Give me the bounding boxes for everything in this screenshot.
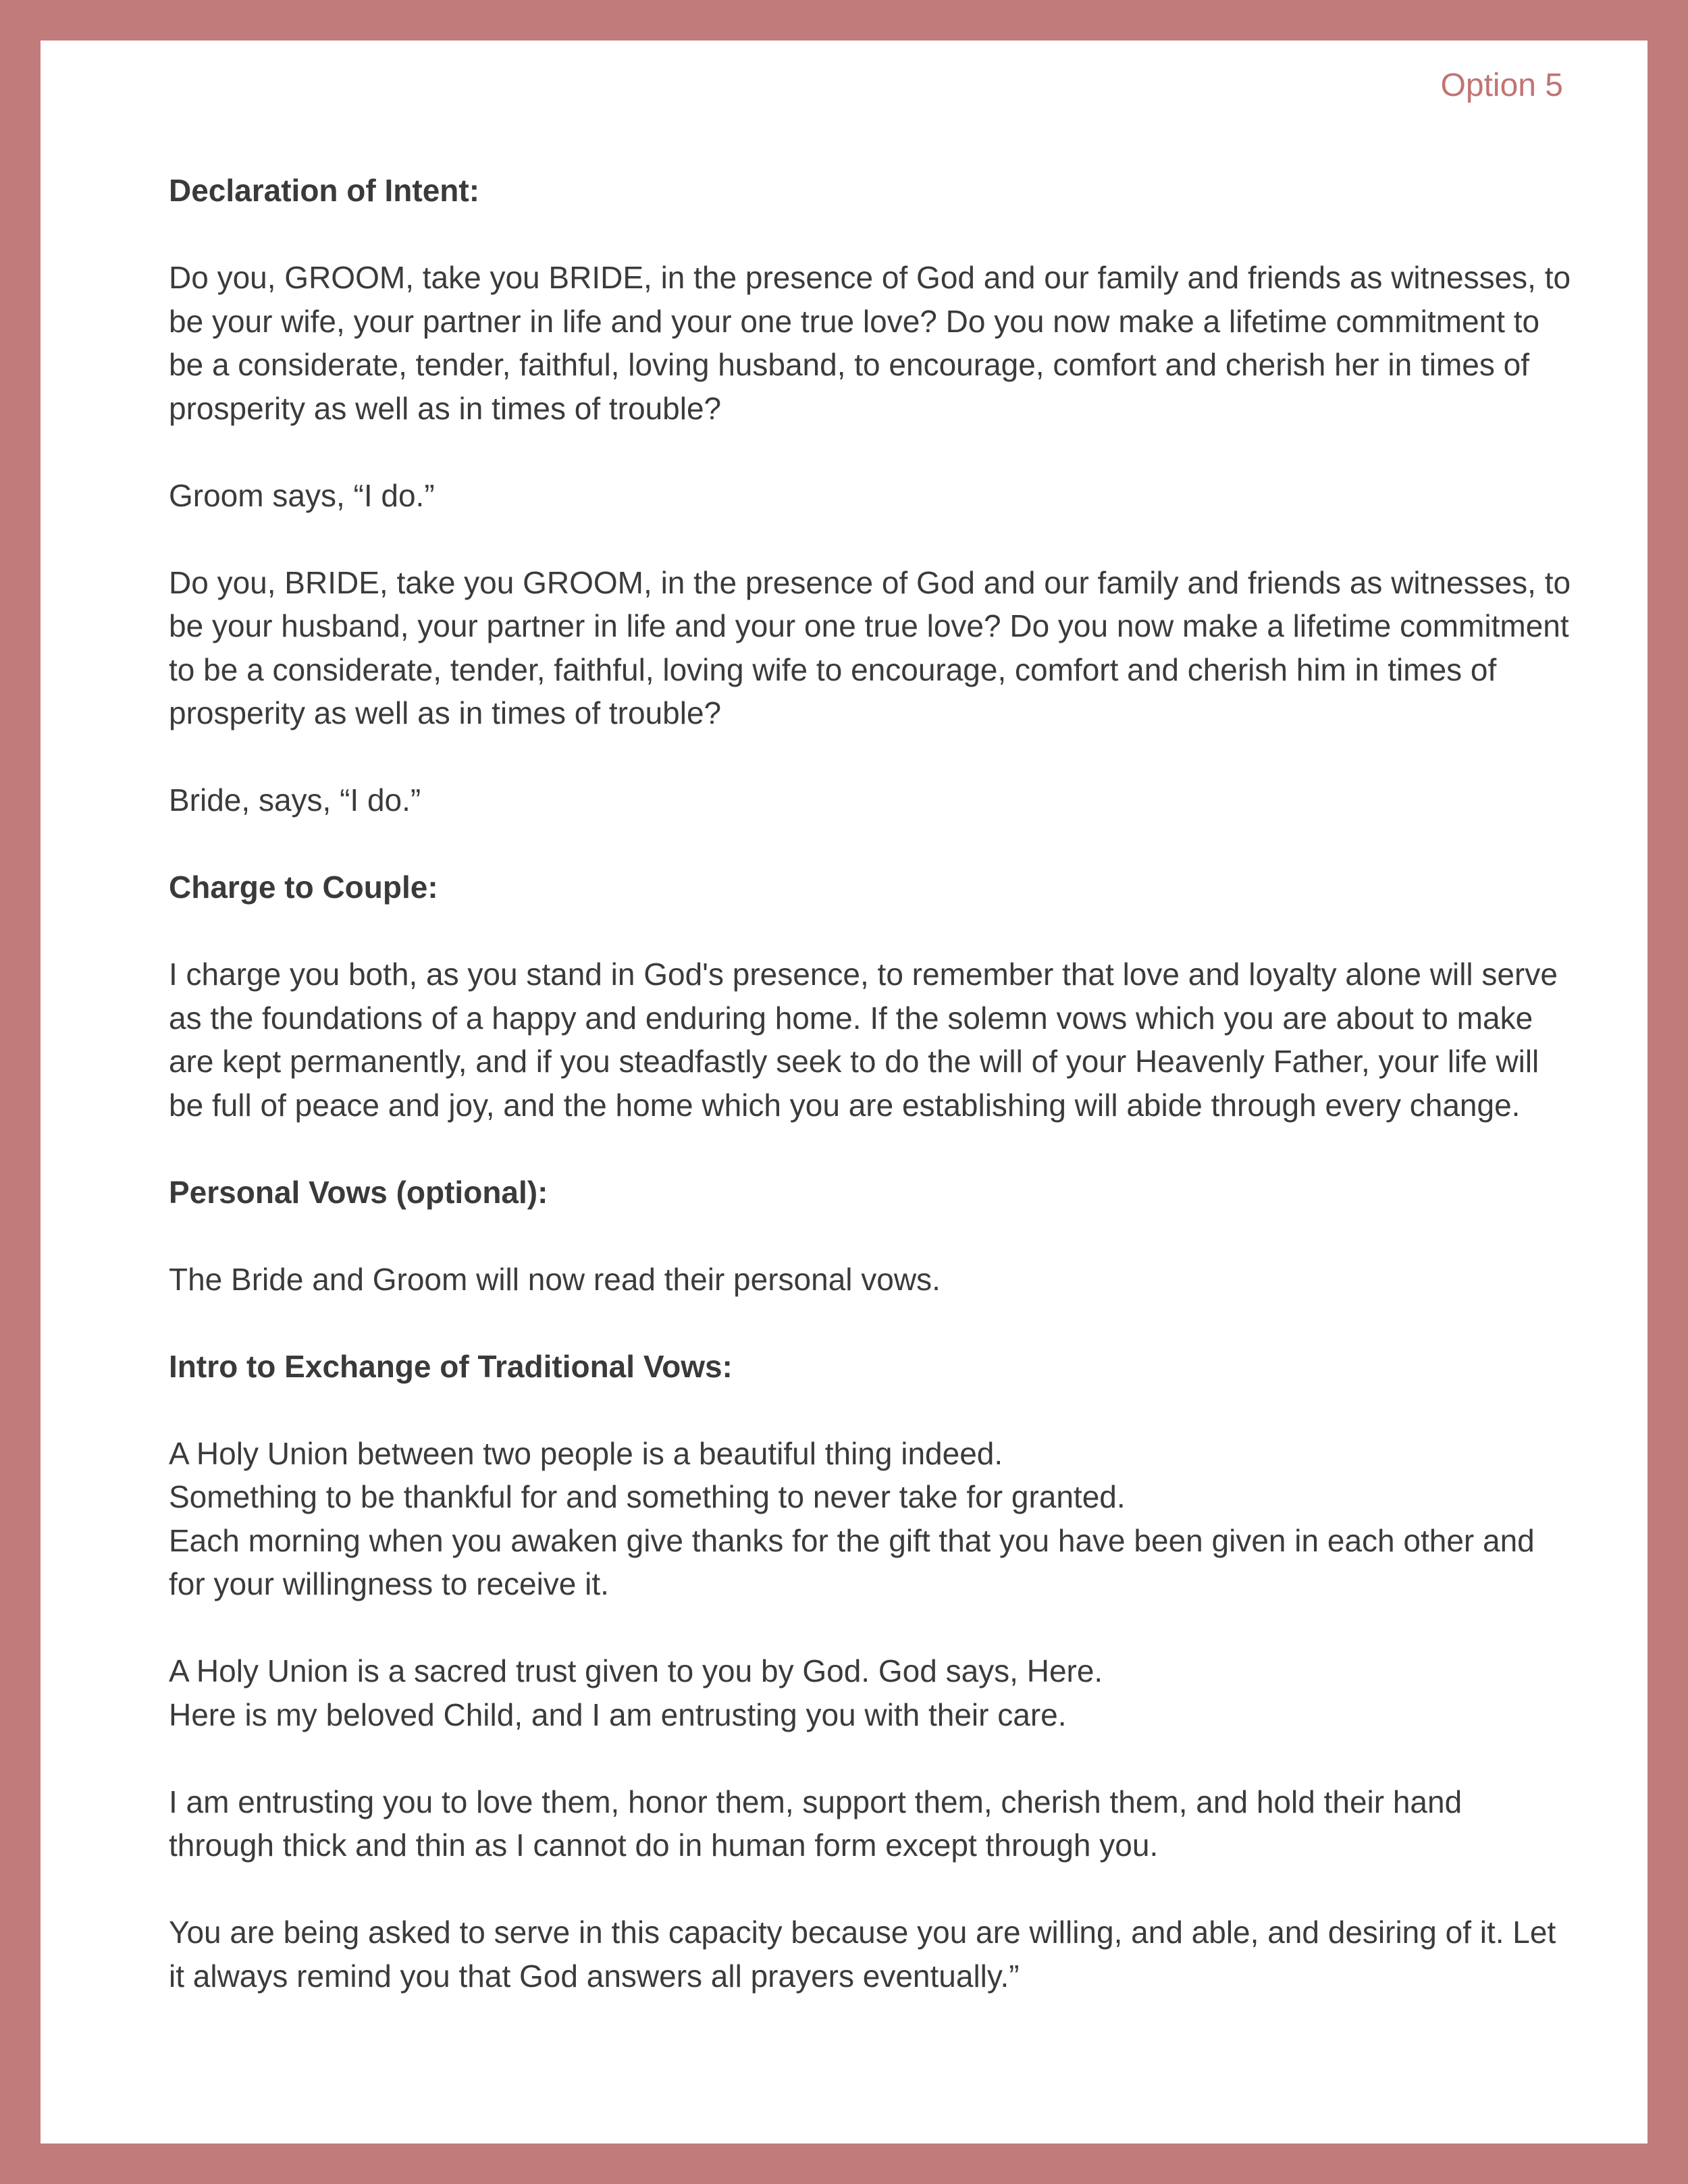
document-page	[41, 41, 1647, 2143]
sacred-trust-line: A Holy Union is a sacred trust given to you by God. God says, Here.	[169, 1653, 1103, 1688]
bride-response: Bride, says, “I do.”	[169, 782, 421, 818]
personal-vows-heading: Personal Vows (optional):	[169, 1174, 548, 1210]
entrusting-paragraph: I am entrusting you to love them, honor them, support them, cherish them, and hold their hand through thick and thin as I cannot do in human form except through you.	[169, 1784, 1462, 1863]
charge-text: I charge you both, as you stand in God's presence, to remember that love and loyalty alone will serve as the foundations of a happy and enduring home. If the solemn vows which you are about to make are kept permanently, and if you steadfastly seek to do the will of your Heavenly Father, your life will be full of peace and joy, and the home which you are establishing will abide through every change.	[169, 957, 1558, 1123]
closing-paragraph: You are being asked to serve in this capacity because you are willing, and able, and desiring of it. Let it always remind you that God answers all prayers eventually.”	[169, 1915, 1556, 1994]
bride-question: Do you, BRIDE, take you GROOM, in the presence of God and our family and friends as witnesses, to be your husband, your partner in life and your one true love? Do you now make a lifetime commitment to be a considerate, tender, faithful, loving wife to encourage, comfort and cherish him in times of prosperity as well as in times of trouble?	[169, 564, 1571, 730]
groom-response: Groom says, “I do.”	[169, 477, 435, 513]
charge-heading: Charge to Couple:	[169, 870, 438, 905]
sacred-trust-line: Here is my beloved Child, and I am entrusting you with their care.	[169, 1697, 1067, 1732]
intro-line: Each morning when you awaken give thanks for the gift that you have been given in each other and for your willingness to receive it.	[169, 1522, 1535, 1601]
option-label: Option 5	[1440, 68, 1563, 103]
personal-vows-text: The Bride and Groom will now read their personal vows.	[169, 1261, 941, 1297]
intro-line: Something to be thankful for and something to never take for granted.	[169, 1479, 1126, 1514]
declaration-heading: Declaration of Intent:	[169, 173, 480, 208]
groom-question: Do you, GROOM, take you BRIDE, in the presence of God and our family and friends as witnesses, to be your wife, your partner in life and your one true love? Do you now make a lifetime commitment to be a considerate, tender, faithful, loving husband, to encourage, comfort and cherish her in times of prosperity as well as in times of trouble?	[169, 260, 1571, 426]
intro-traditional-heading: Intro to Exchange of Traditional Vows:	[169, 1348, 733, 1384]
ceremony-script	[169, 169, 1573, 2042]
intro-line: A Holy Union between two people is a beautiful thing indeed.	[169, 1435, 1003, 1471]
